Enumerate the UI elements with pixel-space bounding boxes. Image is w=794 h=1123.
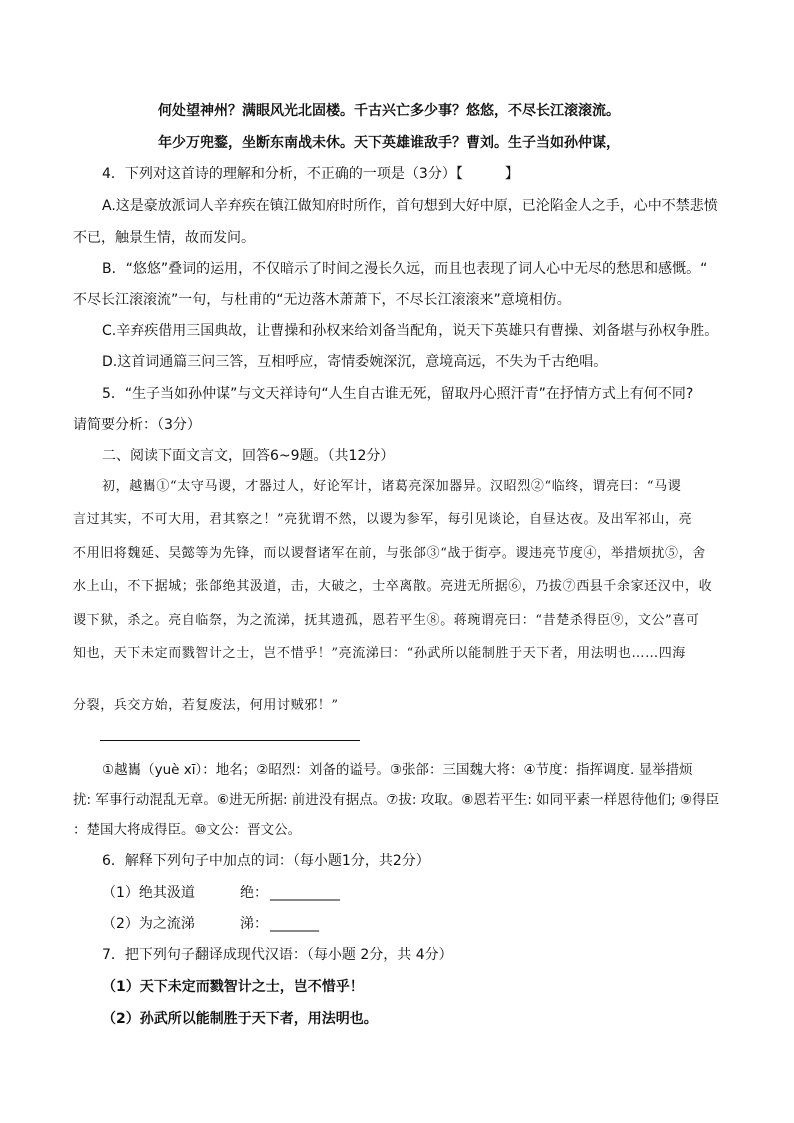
poem-line-1: 何处望神州？满眼风光北固楼。千古兴亡多少事？悠悠，不尽长江滚滚流。 (158, 103, 620, 119)
footnote-line-1: ①越巂（yuè xī）：地名；②昭烈：刘备的谥号。③张郃：三国魏大将：④节度：指挥调度. 显举措烦 (102, 762, 693, 778)
q4-option-b-line-2: 不尽长江滚滚流”一句，与杜甫的“无边落木萧萧下，不尽长江滚滚来”意境相仿。 (73, 292, 571, 308)
q4-stem: 4．下列对这首诗的理解和分析，不正确的一项是（3分）【 】 (102, 166, 519, 182)
footnote-divider (100, 740, 360, 741)
footnote-line-3: ：楚国大将成得臣。⑩文公：晋文公。 (73, 822, 302, 838)
passage-line-3: 不用旧将魏延、吴懿等为先锋，而以谡督诸军在前，与张郃③“战于街亭。谡违亮节度④，举措烦扰⑤，舍 (73, 546, 706, 561)
q6-item-2: （2）为之流涕 (102, 916, 195, 932)
q4-option-b-line-1: B．“悠悠”叠词的运用，不仅暗示了时间之漫长久远，而且也表现了词人心中无尽的愁思和感慨。“ (102, 261, 708, 277)
section-2-title: 二、阅读下面文言文，回答6~9题。（共12分） (102, 448, 395, 464)
poem-line-2: 年少万兜鍪，坐断东南战未休。天下英雄谁敌手？曹刘。生子当如孙仲谋， (158, 135, 620, 151)
q6-item-2-answer-blank[interactable]: _______ (270, 916, 319, 932)
passage-line-7: 分裂，兵交方始，若复废法，何用讨贼邪！” (73, 698, 339, 713)
passage-line-5: 谡下狱，杀之。亮自临祭，为之流涕，抚其遗孤，恩若平生⑧。蒋琬谓亮曰：“昔楚杀得臣⑨，文公”喜可 (73, 613, 700, 628)
q5-line-2: 请简要分析：（3分） (73, 417, 201, 433)
passage-line-6: 知也，天下未定而戮智计之士，岂不惜乎！”亮流涕曰：“孙武所以能制胜于天下者，用法明也……四海 (73, 646, 686, 661)
q7-item-1: （1）天下未定而戮智计之士，岂不惜乎！ (102, 979, 364, 995)
passage-line-2: 言过其实，不可大用，君其察之！”亮犹谓不然，以谡为参军，每引见谈论，自昼达夜。及出军祁山，亮 (73, 512, 693, 527)
q4-option-d: D.这首词通篇三问三答，互相呼应，寄情委婉深沉，意境高远，不失为千古绝唱。 (102, 354, 608, 370)
footnote-line-2: 扰: 军事行动混乱无章。⑥进无所据: 前进没有据点。⑦拔: 攻取。⑧恩若平生: 如同平素一样恩待他们; ⑨得臣 (73, 792, 720, 808)
q6-item-1-answer-blank[interactable]: __________ (270, 885, 340, 901)
q6-item-1-label: 绝： (240, 885, 268, 901)
passage-line-4: 水上山，不下据城；张郃绝其汲道，击，大破之，士卒离散。亮进无所据⑥，乃拔⑦西县千余家还汉中，收 (73, 579, 713, 594)
q5-line-1: 5．“生子当如孙仲谋”与文天祥诗句“人生自古谁无死，留取丹心照汗青”在抒情方式上有何不同? (102, 386, 694, 402)
q4-option-c: C.辛弃疾借用三国典故，让曹操和孙权来给刘备当配角，说天下英雄只有曹操、刘备堪与孙权争胜。 (102, 323, 719, 339)
q7-item-2: （2）孙武所以能制胜于天下者，用法明也。 (102, 1011, 378, 1027)
q4-option-a-line-2: 不已，触景生情，故而发问。 (73, 230, 255, 246)
passage-line-1: 初，越巂①“太守马谡，才器过人，好论军计，诸葛亮深加器异。汉昭烈②“临终，谓亮曰：“马谡 (102, 479, 682, 494)
q4-option-a-line-1: A.这是豪放派词人辛弃疾在镇江做知府时所作，首句想到大好中原，已沦陷金人之手，心中不禁悲愤 (102, 198, 718, 214)
q6-item-1: （1）绝其汲道 (102, 885, 195, 901)
q6-item-2-label: 涕： (240, 916, 268, 932)
q7-stem: 7．把下列句子翻译成现代汉语：（每小题 2分，共 4分） (102, 947, 453, 963)
q6-stem: 6．解释下列句子中加点的词：（每小题1分，共2分） (102, 853, 430, 869)
